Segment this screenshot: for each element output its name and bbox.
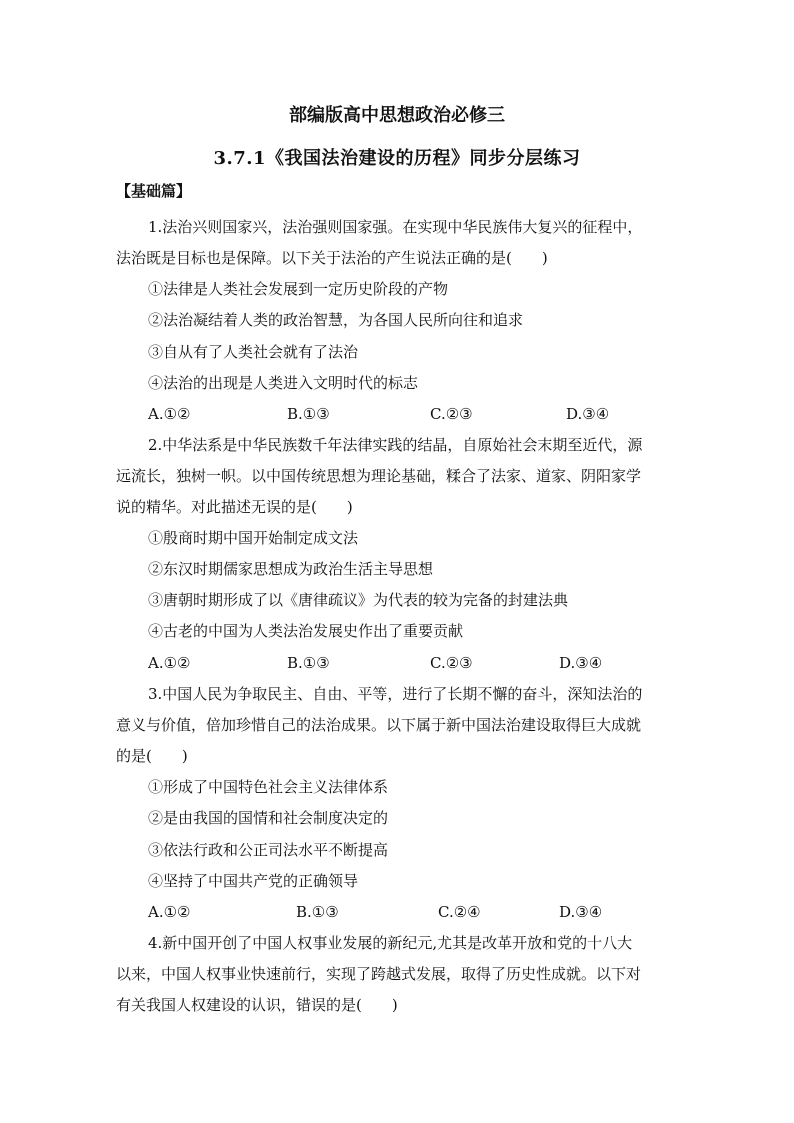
- document-subtitle: 3.7.1《我国法治建设的历程》同步分层练习: [213, 148, 581, 169]
- statement-item: ②东汉时期儒家思想成为政治生活主导思想: [148, 560, 434, 578]
- choice-d: D.③④: [559, 903, 603, 921]
- choice-d: D.③④: [559, 654, 603, 672]
- question-text-line: 1.法治兴则国家兴，法治强则国家强。在实现中华民族伟大复兴的征程中，: [148, 218, 643, 236]
- document-title: 部编版高中思想政治必修三: [289, 105, 505, 126]
- choice-c: C.②③: [430, 405, 473, 423]
- section-label: 【基础篇】: [116, 182, 192, 200]
- statement-item: ③自从有了人类社会就有了法治: [148, 343, 359, 361]
- statement-item: ③依法行政和公正司法水平不断提高: [148, 841, 389, 859]
- question-text-line: 远流长，独树一帜。以中国传统思想为理论基础，糅合了法家、道家、阴阳家学: [116, 467, 642, 485]
- question-text-line: 说的精华。对此描述无误的是( ): [116, 498, 353, 516]
- question-text-line: 2.中华法系是中华民族数千年法律实践的结晶，自原始社会末期至近代，源: [148, 436, 643, 454]
- statement-item: ④坚持了中国共产党的正确领导: [148, 872, 359, 890]
- statement-item: ①法律是人类社会发展到一定历史阶段的产物: [148, 280, 449, 298]
- choice-b: B.①③: [296, 903, 339, 921]
- statement-item: ①形成了中国特色社会主义法律体系: [148, 778, 389, 796]
- question-text-line: 以来，中国人权事业快速前行，实现了跨越式发展，取得了历史性成就。以下对: [116, 965, 642, 983]
- choice-d: D.③④: [566, 405, 610, 423]
- question-text-line: 有关我国人权建设的认识，错误的是( ): [116, 996, 398, 1014]
- statement-item: ③唐朝时期形成了以《唐律疏议》为代表的较为完备的封建法典: [148, 591, 569, 609]
- question-text-line: 意义与价值，倍加珍惜自己的法治成果。以下属于新中国法治建设取得巨大成就: [116, 716, 642, 734]
- choice-a: A.①②: [148, 903, 191, 921]
- choice-c: C.②③: [430, 654, 473, 672]
- choice-c: C.②④: [438, 903, 481, 921]
- statement-item: ④古老的中国为人类法治发展史作出了重要贡献: [148, 622, 464, 640]
- statement-item: ①殷商时期中国开始制定成文法: [148, 529, 359, 547]
- choice-b: B.①③: [287, 405, 330, 423]
- question-text-line: 4.新中国开创了中国人权事业发展的新纪元,尤其是改革开放和党的十八大: [148, 934, 633, 952]
- statement-item: ②是由我国的国情和社会制度决定的: [148, 809, 389, 827]
- choice-a: A.①②: [148, 405, 191, 423]
- question-text-line: 的是( ): [116, 747, 188, 765]
- choice-b: B.①③: [287, 654, 330, 672]
- question-text-line: 3.中国人民为争取民主、自由、平等，进行了长期不懈的奋斗，深知法治的: [148, 685, 643, 703]
- question-text-line: 法治既是目标也是保障。以下关于法治的产生说法正确的是( ): [116, 249, 548, 267]
- statement-item: ④法治的出现是人类进入文明时代的标志: [148, 374, 419, 392]
- choice-a: A.①②: [148, 654, 191, 672]
- statement-item: ②法治凝结着人类的政治智慧，为各国人民所向往和追求: [148, 311, 524, 329]
